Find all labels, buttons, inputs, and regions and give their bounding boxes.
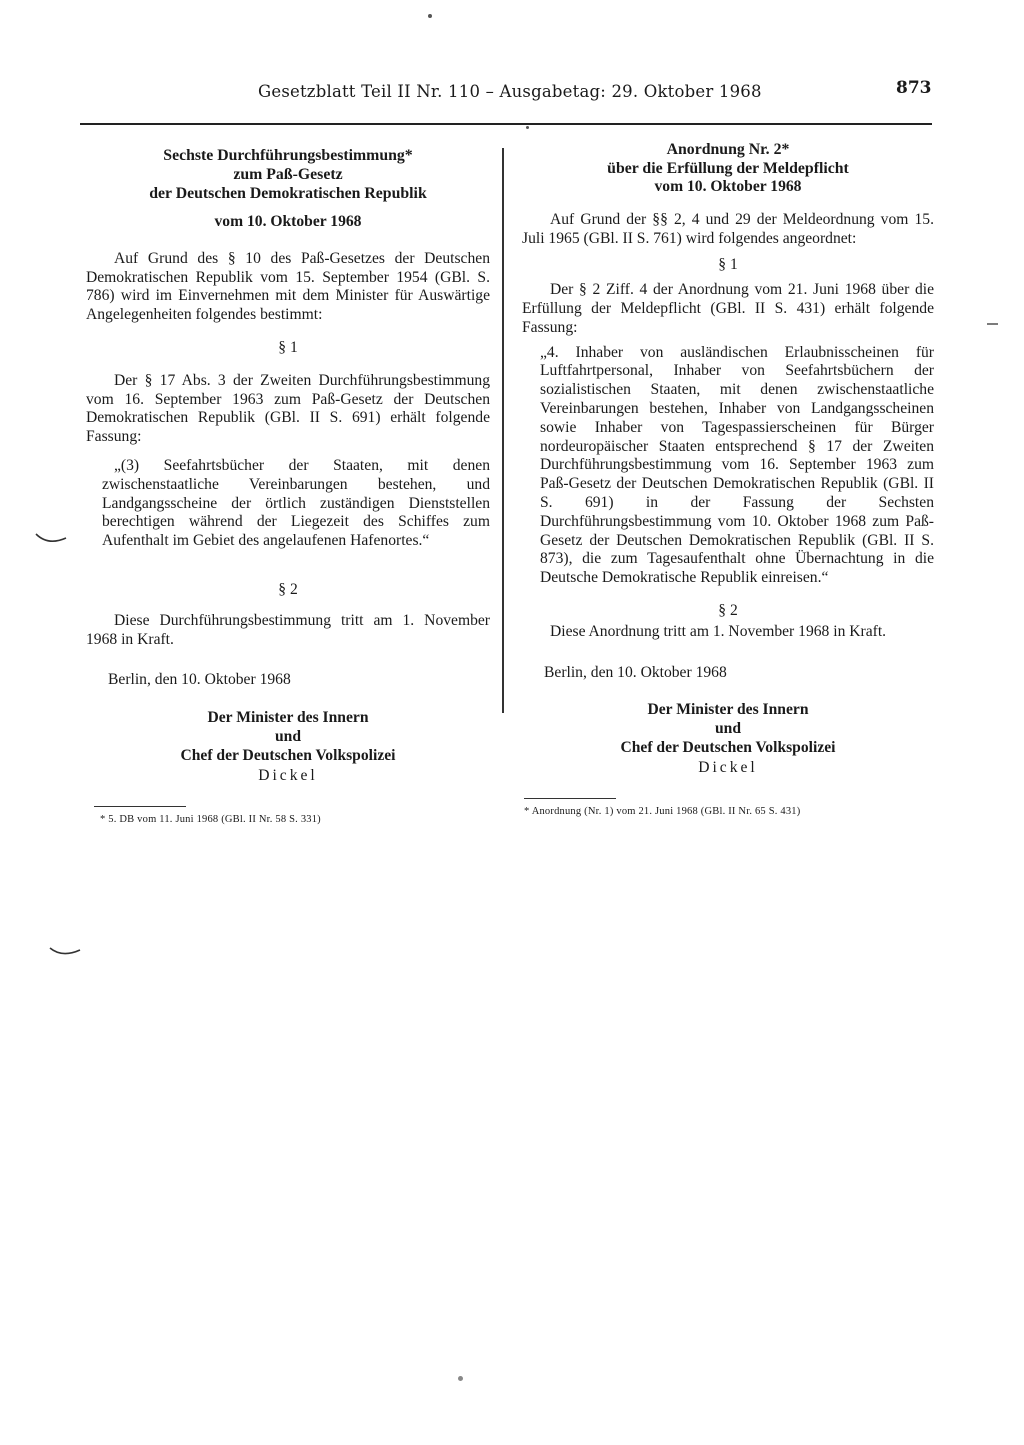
left-signatory: Dickel xyxy=(258,767,318,785)
left-section-2-text: Diese Durchführungsbestimmung tritt am 1. November 1968 in Kraft. xyxy=(86,611,490,648)
left-section-1-quote: „(3) Seefahrtsbücher der Staaten, mit denen zwischenstaatliche Vereinbarungen bestehen, und Landgangsscheine der örtlich zuständigen Dienststellen berechtigen während der Liegezeit des Schiffes zum Aufenthalt im Gebiet des angelaufenen Hafenortes.“ xyxy=(102,456,490,550)
right-section-1-quote: „4. Inhaber von ausländischen Erlaubnisscheinen für Luftfahrtpersonal, Inhaber von Seefahrtsbüchern der sozialistischen Staaten, mit denen zwischenstaatliche Vereinbarungen bestehen, Inhaber von Landgangsscheinen sowie Inhaber von Tagespassierscheinen für Bürger nordeuropäischer Staaten entsprechend § 17 der Zweiten Durchführungsbestimmung vom 16. September 1963 zum Paß-Gesetz der Deutschen Demokratischen Republik (GBl. II S. 691) in der Fassung der Sechsten Durchführungsbestimmung vom 10. Oktober 1968 zum Paß-Gesetz der Deutschen Demokratischen Republik (GBl. II S. 873), die zum Tagesaufenthalt ohne Übernachtung in die Deutsche Demokratische Republik einreisen.“ xyxy=(540,343,934,587)
left-title-line: zum Paß-Gesetz xyxy=(233,166,343,183)
scan-mark xyxy=(34,526,70,550)
left-section-1-heading: § 1 xyxy=(278,338,298,356)
left-signature-line: und xyxy=(274,728,302,746)
right-title-line: über die Erfüllung der Meldepflicht xyxy=(607,160,849,177)
right-section-1-text: Der § 2 Ziff. 4 der Anordnung vom 21. Juni 1968 über die Erfüllung der Meldepflicht (GBl. II S. 431) erhält folgende Fassung: xyxy=(522,281,934,336)
left-footnote: * 5. DB vom 11. Juni 1968 (GBl. II Nr. 58 S. 331) xyxy=(100,813,321,825)
right-footnote: * Anordnung (Nr. 1) vom 21. Juni 1968 (GBl. II Nr. 65 S. 431) xyxy=(524,806,801,818)
left-date: vom 10. Oktober 1968 xyxy=(214,213,362,230)
right-title-line: Anordnung Nr. 2* xyxy=(666,141,790,158)
right-signature-line: Chef der Deutschen Volkspolizei xyxy=(620,739,836,757)
left-signature-block xyxy=(86,708,490,765)
left-place-date: Berlin, den 10. Oktober 1968 xyxy=(108,671,291,689)
right-place-date: Berlin, den 10. Oktober 1968 xyxy=(544,663,727,681)
right-signature-line: Der Minister des Innern xyxy=(647,701,809,719)
right-section-2-text: Diese Anordnung tritt am 1. November 1968 in Kraft. xyxy=(550,622,887,640)
scan-speck xyxy=(428,14,432,18)
right-signature-block xyxy=(522,700,934,757)
left-intro: Auf Grund des § 10 des Paß-Gesetzes der Deutschen Demokratischen Republik vom 15. September 1954 (GBl. S. 786) wird im Einvernehmen mit dem Minister für Auswärtige Angelegenheiten folgendes bestimmt: xyxy=(86,249,490,324)
scan-mark xyxy=(986,320,1000,328)
left-title xyxy=(86,146,490,203)
scan-speck xyxy=(458,1376,463,1381)
right-signatory: Dickel xyxy=(698,759,758,777)
scan-mark xyxy=(48,940,84,964)
right-signature-line: und xyxy=(714,720,742,738)
left-signature-line: Der Minister des Innern xyxy=(207,709,369,727)
column-separator xyxy=(502,148,504,713)
right-date: vom 10. Oktober 1968 xyxy=(654,178,802,195)
left-footnote-rule xyxy=(94,806,186,807)
right-intro: Auf Grund der §§ 2, 4 und 29 der Meldeordnung vom 15. Juli 1965 (GBl. II S. 761) wird folgendes angeordnet: xyxy=(522,210,934,247)
left-title-line: Sechste Durchführungsbestimmung* xyxy=(163,147,413,164)
scan-speck xyxy=(526,126,529,129)
left-section-1-text: Der § 17 Abs. 3 der Zweiten Durchführungsbestimmung vom 16. September 1963 zum Paß-Gesetz der Deutschen Demokratischen Republik (GBl. II S. 691) erhält folgende Fassung: xyxy=(86,371,490,446)
page-number: 873 xyxy=(896,78,932,98)
right-column xyxy=(522,140,934,822)
left-signature-line: Chef der Deutschen Volkspolizei xyxy=(180,747,396,765)
right-title xyxy=(522,140,934,178)
right-footnote-rule xyxy=(524,798,616,799)
left-section-2-heading: § 2 xyxy=(278,580,298,598)
running-header: Gesetzblatt Teil II Nr. 110 – Ausgabetag: 29. Oktober 1968 xyxy=(258,82,762,101)
right-section-2-heading: § 2 xyxy=(718,601,738,619)
header-rule xyxy=(80,123,932,125)
right-section-1-heading: § 1 xyxy=(718,256,738,274)
left-column xyxy=(86,146,490,830)
left-title-line: der Deutschen Demokratischen Republik xyxy=(149,185,427,202)
